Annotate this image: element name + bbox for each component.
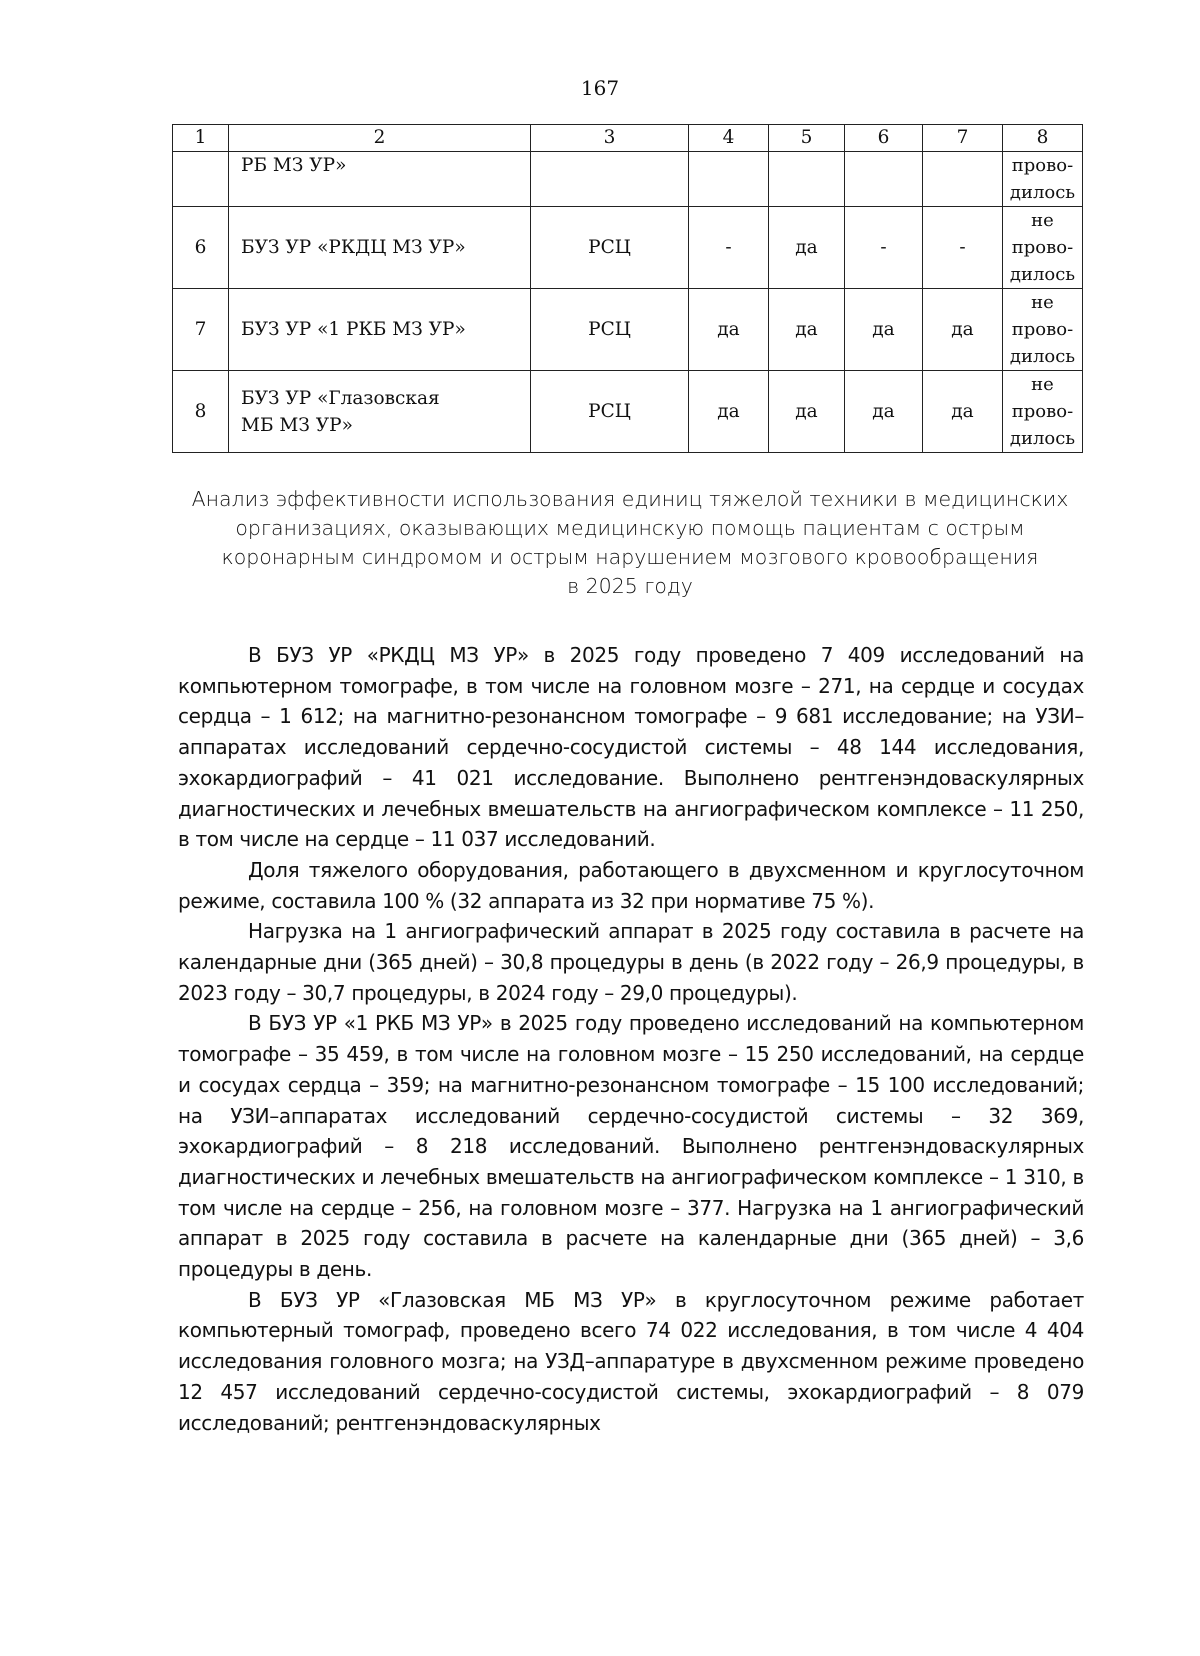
table-cell: да	[923, 371, 1003, 453]
table-header-cell: 7	[923, 125, 1003, 152]
row-number-cell: 7	[173, 289, 229, 371]
table-cell	[689, 152, 769, 207]
table-cell: да	[845, 371, 923, 453]
organization-cell: БУЗ УР «1 РКБ МЗ УР»	[229, 289, 531, 371]
paragraph: Доля тяжелого оборудования, работающего в двухсменном и круглосуточном режиме, составила 100 % (32 аппарата из 32 при нормативе 75 %).	[178, 857, 1084, 913]
row-number-cell: 8	[173, 371, 229, 453]
paragraph: В БУЗ УР «РКДЦ МЗ УР» в 2025 году проведено 7 409 исследований на компьютерном томографе, в том числе на головном мозге – 271, на сердце и сосудах сердца – 1 612; на магнитно-резонансном томографе – 9 681 исследование; на УЗИ–аппаратах исследований сердечно-сосудистой системы – 48 144 исследования, эхокардиографий – 41 021 исследование. Выполнено рентгенэндоваскулярных диагностических и лечебных вмешательств на ангиографическом комплексе – 11 250, в том числе на сердце – 11 037 исследований.	[178, 643, 1084, 852]
table-cell	[769, 152, 845, 207]
table-cell: -	[689, 207, 769, 289]
table-cell: да	[689, 289, 769, 371]
table-cell: да	[769, 289, 845, 371]
row-number-cell	[173, 152, 229, 207]
table-header-cell: 8	[1003, 125, 1083, 152]
table-cell: да	[923, 289, 1003, 371]
paragraph: В БУЗ УР «Глазовская МБ МЗ УР» в круглосуточном режиме работает компьютерный томограф, проведено всего 74 022 исследования, в том числе 4 404 исследования головного мозга; на УЗД–аппаратуре в двухсменном режиме проведено 12 457 исследований сердечно-сосудистой системы, эхокардиографий – 8 079 исследований; рентгенэндоваскулярных	[178, 1287, 1084, 1435]
table-row	[173, 152, 1083, 207]
table-cell: да	[845, 289, 923, 371]
table-header-cell: 3	[531, 125, 689, 152]
page-number: 167	[580, 76, 620, 100]
table-cell: -	[845, 207, 923, 289]
heading-line: коронарным синдромом и острым нарушением мозгового кровообращения	[221, 545, 1039, 569]
table-cell	[845, 152, 923, 207]
type-cell: РСЦ	[531, 371, 689, 453]
table-header-cell: 5	[769, 125, 845, 152]
table-row	[173, 371, 1083, 453]
result-cell: прово- дилось	[1003, 152, 1083, 207]
table-cell: да	[769, 371, 845, 453]
table-header-cell: 2	[229, 125, 531, 152]
heading-line: организациях, оказывающих медицинскую помощь пациентам с острым	[235, 516, 1025, 540]
table-header-cell: 6	[845, 125, 923, 152]
paragraph: В БУЗ УР «1 РКБ МЗ УР» в 2025 году проведено исследований на компьютерном томографе – 35 459, в том числе на головном мозге – 15 250 исследований, на сердце и сосудах сердца – 359; на магнитно-резонансном томографе – 15 100 исследований; на УЗИ–аппаратах исследований сердечно-сосудистой системы – 32 369, эхокардиографий – 8 218 исследований. Выполнено рентгенэндоваскулярных диагностических и лечебных вмешательств на ангиографическом комплексе – 1 310, в том числе на сердце – 256, на головном мозге – 377. Нагрузка на 1 ангиографический аппарат в 2025 году составила в расчете на календарные дни (365 дней) – 3,6 процедуры в день.	[178, 1011, 1084, 1282]
paragraph: Нагрузка на 1 ангиографический аппарат в 2025 году составила в расчете на календарные дни (365 дней) – 30,8 процедуры в день (в 2022 году – 26,9 процедуры, в 2023 году – 30,7 процедуры, в 2024 году – 29,0 процедуры).	[178, 919, 1084, 1005]
heading-line: Анализ эффективности использования единиц тяжелой техники в медицинских	[191, 487, 1069, 511]
table-row	[173, 207, 1083, 289]
table-header-cell: 1	[173, 125, 229, 152]
heading-line: в 2025 году	[567, 574, 693, 598]
type-cell: РСЦ	[531, 207, 689, 289]
organization-cell: РБ МЗ УР»	[229, 152, 531, 207]
table-header-row	[173, 125, 1083, 152]
table-header-cell: 4	[689, 125, 769, 152]
result-cell: не прово- дилось	[1003, 207, 1083, 289]
table-cell	[923, 152, 1003, 207]
type-cell: РСЦ	[531, 289, 689, 371]
result-cell: не прово- дилось	[1003, 289, 1083, 371]
type-cell	[531, 152, 689, 207]
table-row	[173, 289, 1083, 371]
table-cell: да	[689, 371, 769, 453]
table-cell: да	[769, 207, 845, 289]
body-text	[178, 640, 1084, 1438]
row-number-cell: 6	[173, 207, 229, 289]
table-cell: -	[923, 207, 1003, 289]
organization-cell: БУЗ УР «Глазовская МБ МЗ УР»	[229, 371, 531, 453]
organization-cell: БУЗ УР «РКДЦ МЗ УР»	[229, 207, 531, 289]
result-cell: не прово- дилось	[1003, 371, 1083, 453]
section-heading	[160, 485, 1100, 601]
equipment-table	[172, 124, 1083, 453]
